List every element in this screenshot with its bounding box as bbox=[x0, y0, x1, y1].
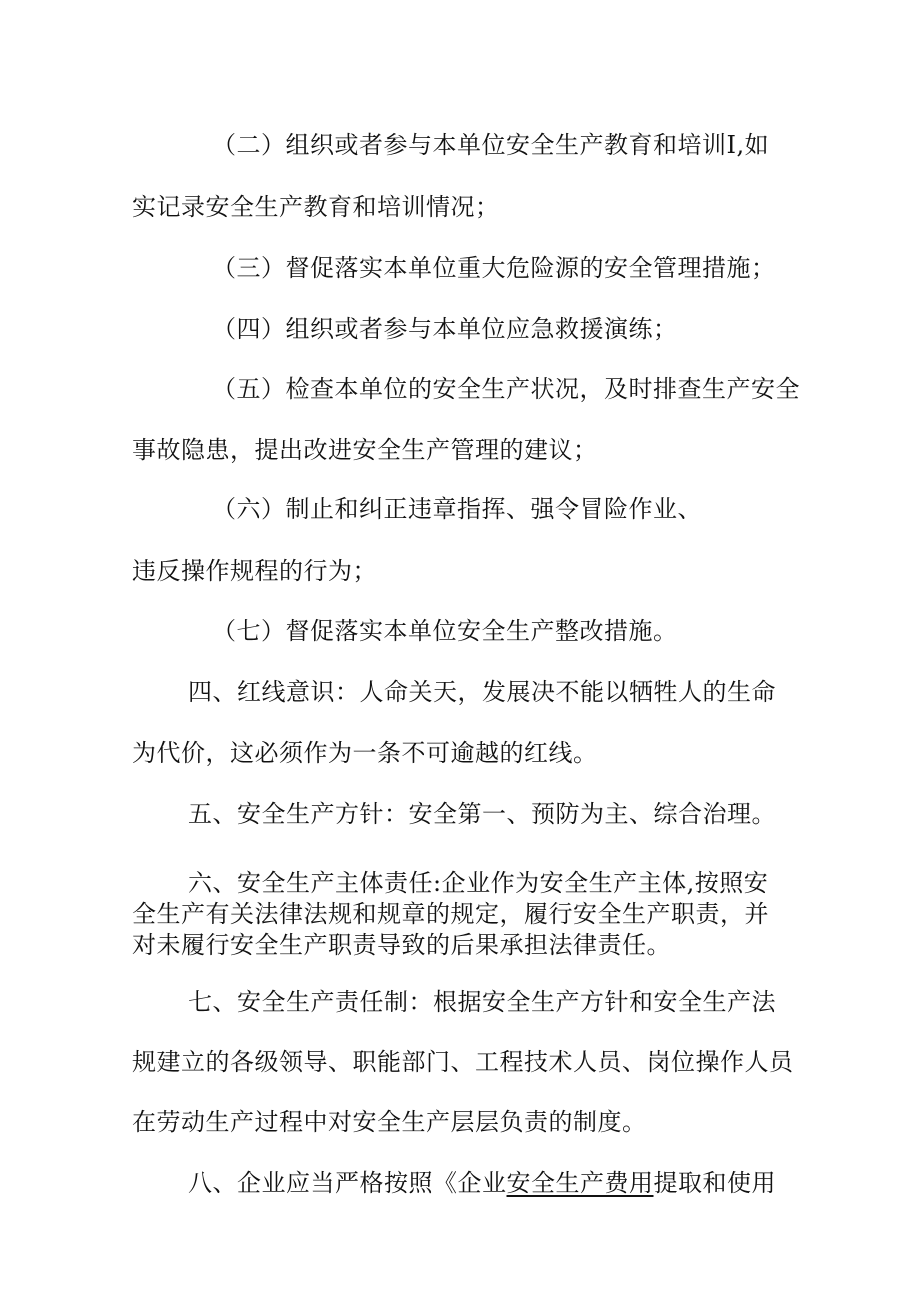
section-7-line-3: 在劳动生产过程中对安全生产层层负责的制度。 bbox=[132, 1108, 647, 1136]
item-6-line-2: 违反操作规程的行为； bbox=[132, 557, 377, 585]
section-4-line-2: 为代价，这必须作为一条不可逾越的红线。 bbox=[132, 739, 598, 767]
item-2-line-2: 实记录安全生产教育和培训情况； bbox=[132, 193, 500, 221]
item-5-line-1: （五）检查本单位的安全生产状况，及时排查生产安全 bbox=[212, 375, 800, 403]
section-4-line-1: 四、红线意识：人命关天，发展决不能以牺牲人的生命 bbox=[188, 678, 776, 706]
item-5-line-2: 事故隐患，提出改进安全生产管理的建议； bbox=[132, 436, 598, 464]
section-8-prefix: 八、企业应当严格按照《企业 bbox=[188, 1169, 507, 1197]
item-4: （四）组织或者参与本单位应急救援演练； bbox=[212, 315, 678, 343]
item-3: （三）督促落实本单位重大危险源的安全管理措施； bbox=[212, 254, 776, 282]
item-6-line-1: （六）制止和纠正违章指挥、强令冒险作业、 bbox=[212, 495, 702, 523]
section-6-line-2: 全生产有关法律法规和规章的规定，履行安全生产职责，并 bbox=[132, 900, 769, 928]
section-7-line-2: 规建立的各级领导、职能部门、工程技术人员、岗位操作人员 bbox=[132, 1048, 794, 1076]
safety-cost-link[interactable]: 安全生产费用 bbox=[506, 1169, 654, 1197]
section-5: 五、安全生产方针：安全第一、预防为主、综合治理。 bbox=[188, 800, 776, 828]
section-8-suffix: 提取和使用 bbox=[653, 1169, 776, 1197]
section-6-line-3: 对未履行安全生产职责导致的后果承担法律责任。 bbox=[132, 931, 671, 959]
section-7-line-1: 七、安全生产责任制：根据安全生产方针和安全生产法 bbox=[188, 988, 776, 1016]
item-2-line-1: （二）组织或者参与本单位安全生产教育和培训Ⅰ,如 bbox=[212, 131, 770, 159]
section-6-line-1: 六、安全生产主体责任:企业作为安全生产主体,按照安 bbox=[188, 869, 769, 897]
item-7: （七）督促落实本单位安全生产整改措施。 bbox=[212, 617, 678, 645]
section-8-line-1 bbox=[188, 1168, 776, 1198]
